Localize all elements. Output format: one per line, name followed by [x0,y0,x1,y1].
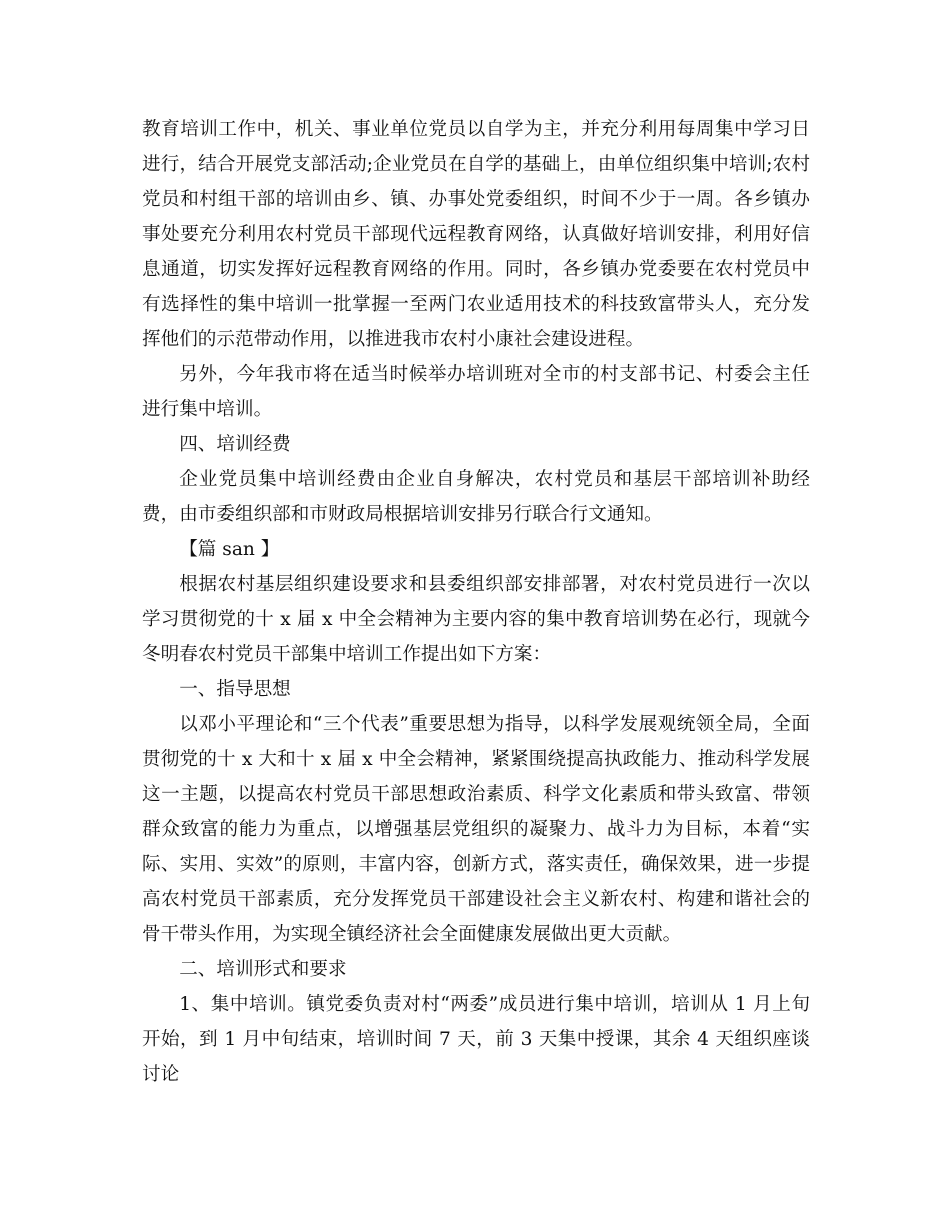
paragraph-intro: 根据农村基层组织建设要求和县委组织部安排部署，对农村党员进行一次以学习贯彻党的十 x 届 x 中全会精神为主要内容的集中教育培训势在必行，现就今冬明春农村党员干部集中培训工作提出如下方案： [142,574,810,665]
paragraph-continuation: 教育培训工作中，机关、事业单位党员以自学为主，并充分利用每周集中学习日进行，结合开展党支部活动;企业党员在自学的基础上，由单位组织集中培训;农村党员和村组干部的培训由乡、镇、办事处党委组织，时间不少于一周。各乡镇办事处要充分利用农村党员干部现代远程教育网络，认真做好培训安排，利用好信息通道，切实发挥好远程教育网络的作用。同时，各乡镇办党委要在农村党员中有选择性的集中培训一批掌握一至两门农业适用技术的科技致富带头人，充分发挥他们的示范带动作用，以推进我市农村小康社会建设进程。 [142,119,810,350]
document-page [142,112,810,1092]
section-heading-funding: 四、培训经费 [179,434,291,455]
paragraph-additional-training: 另外，今年我市将在适当时候举办培训班对全市的村支部书记、村委会主任进行集中培训。 [142,364,810,420]
section-heading-guiding-thought: 一、指导思想 [179,679,291,700]
chapter-heading-san: 【篇 san 】 [179,539,280,560]
section-heading-training-form: 二、培训形式和要求 [179,959,347,980]
paragraph-centralized-training: 1、集中培训。镇党委负责对村“两委”成员进行集中培训，培训从 1 月上旬开始，到 1 月中旬结束，培训时间 7 天，前 3 天集中授课，其余 4 天组织座谈讨论 [142,994,810,1085]
paragraph-guiding-thought: 以邓小平理论和“三个代表”重要思想为指导，以科学发展观统领全局，全面贯彻党的十 x 大和十 x 届 x 中全会精神，紧紧围绕提高执政能力、推动科学发展这一主题，以提高农村党员干部思想政治素质、科学文化素质和带头致富、带领群众致富的能力为重点，以增强基层党组织的凝聚力、战斗力为目标，本着“实际、实用、实效”的原则，丰富内容，创新方式，落实责任，确保效果，进一步提高农村党员干部素质，充分发挥党员干部建设社会主义新农村、构建和谐社会的骨干带头作用，为实现全镇经济社会全面健康发展做出更大贡献。 [142,714,810,945]
paragraph-funding: 企业党员集中培训经费由企业自身解决，农村党员和基层干部培训补助经费，由市委组织部和市财政局根据培训安排另行联合行文通知。 [142,469,810,525]
